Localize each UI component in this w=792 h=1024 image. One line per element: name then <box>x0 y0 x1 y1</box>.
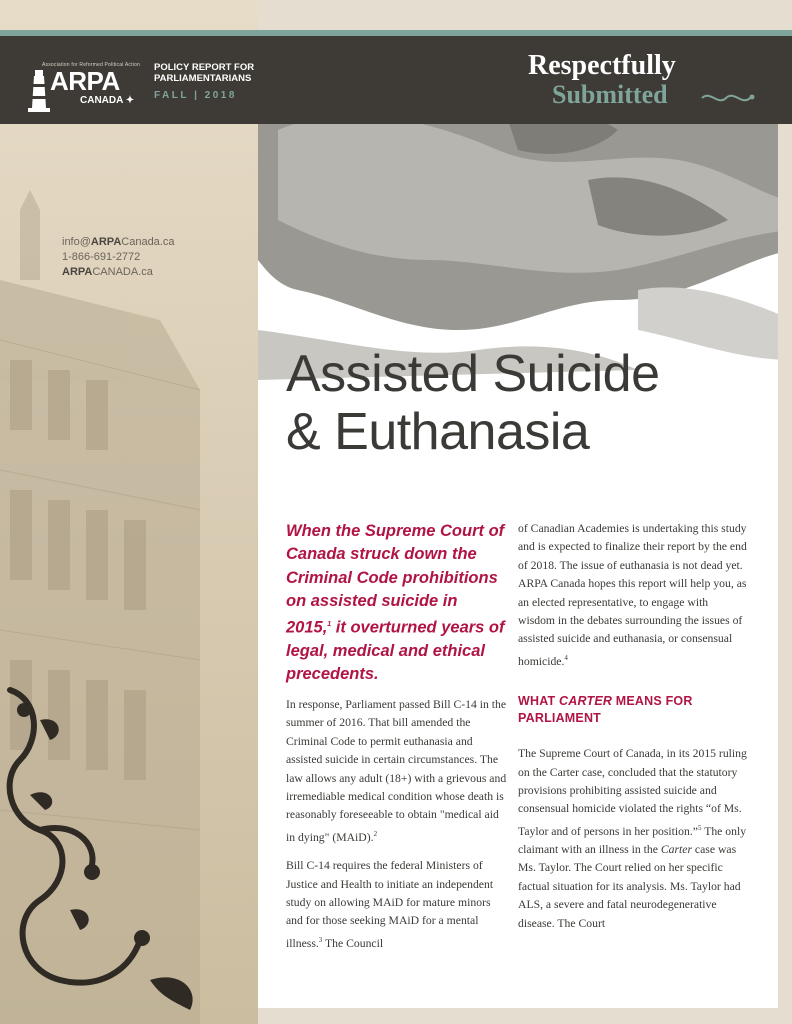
title-line1: Assisted Suicide <box>286 345 660 403</box>
bottom-band <box>258 1008 792 1024</box>
body-column-2 <box>518 520 748 943</box>
report-type: POLICY REPORT FOR PARLIAMENTARIANS <box>154 62 255 84</box>
logo-tagline: Association for Reformed Political Action <box>42 62 140 68</box>
footnote-ref-4[interactable]: 4 <box>564 653 568 662</box>
contact-block <box>62 235 174 280</box>
report-season: FALL | 2018 <box>154 90 237 101</box>
series-flourish-icon <box>700 88 756 108</box>
footnote-ref-1[interactable]: 1 <box>327 621 332 629</box>
tower-column <box>0 0 258 1024</box>
logo-country: CANADA ✦ <box>80 95 135 106</box>
flourish-ornament-icon <box>0 680 220 1024</box>
maple-leaf-icon: ✦ <box>122 95 135 106</box>
body-column-1 <box>286 696 508 963</box>
paragraph-carter-ruling: The Supreme Court of Canada, in its 2015 ruling on the Carter case, concluded that the statutory provisions prohibiting assisted suicide and consensual homicide violated the rights “of Ms. Taylor and of persons in her position.”$^5$ The only claimant with an illness in the Carter case was Ms. Taylor. The Court relied on her specific factual situation for its analysis. Ms. Taylor had ALS, a severe and fatal neurodegenerative disease. The Court <box>518 747 747 930</box>
contact-website[interactable]: ARPACANADA.ca <box>62 266 153 278</box>
lighthouse-icon <box>28 68 50 114</box>
section-heading-carter: WHAT CARTER MEANS FOR PARLIAMENT <box>518 694 693 726</box>
footnote-ref-5[interactable]: 5 <box>697 823 702 832</box>
footnote-ref-3[interactable]: 3 <box>318 935 323 944</box>
page-title <box>286 345 660 461</box>
series-title-line1: Respectfully <box>528 50 676 81</box>
footnote-ref-2[interactable]: 2 <box>373 829 378 838</box>
title-line2: & Euthanasia <box>286 403 590 461</box>
contact-email[interactable]: info@ARPACanada.ca <box>62 236 175 248</box>
contact-phone[interactable]: 1-866-691-2772 <box>62 251 141 263</box>
paragraph-council-study: of Canadian Academies is undertaking this study and is expected to finalize their report by the end of 2018. The issue of euthanasia is not dead yet. ARPA Canada hopes this report will help you, as an elected representative, to engage with wisdom in the debates surrounding the issues of assisted suicide and euthanasia, or consensual homicide.$^4$ <box>518 522 747 668</box>
arpa-logo[interactable] <box>28 52 140 116</box>
paragraph-independent-study: Bill C-14 requires the federal Ministers of Justice and Health to initiate an independent study on allowing MAiD for mature minors and for those seeking MAiD for a mental illness.$^3$ The Council <box>286 859 494 950</box>
paragraph-bill-c14: In response, Parliament passed Bill C-14 in the summer of 2016. That bill amended the Criminal Code to permit euthanasia and assisted suicide in certain circumstances. The law allows any adult (18+) with a grievous and irremediable medical condition whose death is reasonably foreseeable to obtain "medical aid in dying" (MAiD).$^2$ <box>286 698 507 844</box>
series-title-line2: Submitted <box>552 80 668 109</box>
report-header <box>0 36 792 124</box>
page-edge <box>778 0 792 1024</box>
lead-paragraph: When the Supreme Court of Canada struck down the Criminal Code prohibitions on assisted suicide in 2015,$^1$ it overturned years of legal, medical and ethical precedents. <box>286 522 505 684</box>
logo-name: ARPA <box>50 66 120 96</box>
